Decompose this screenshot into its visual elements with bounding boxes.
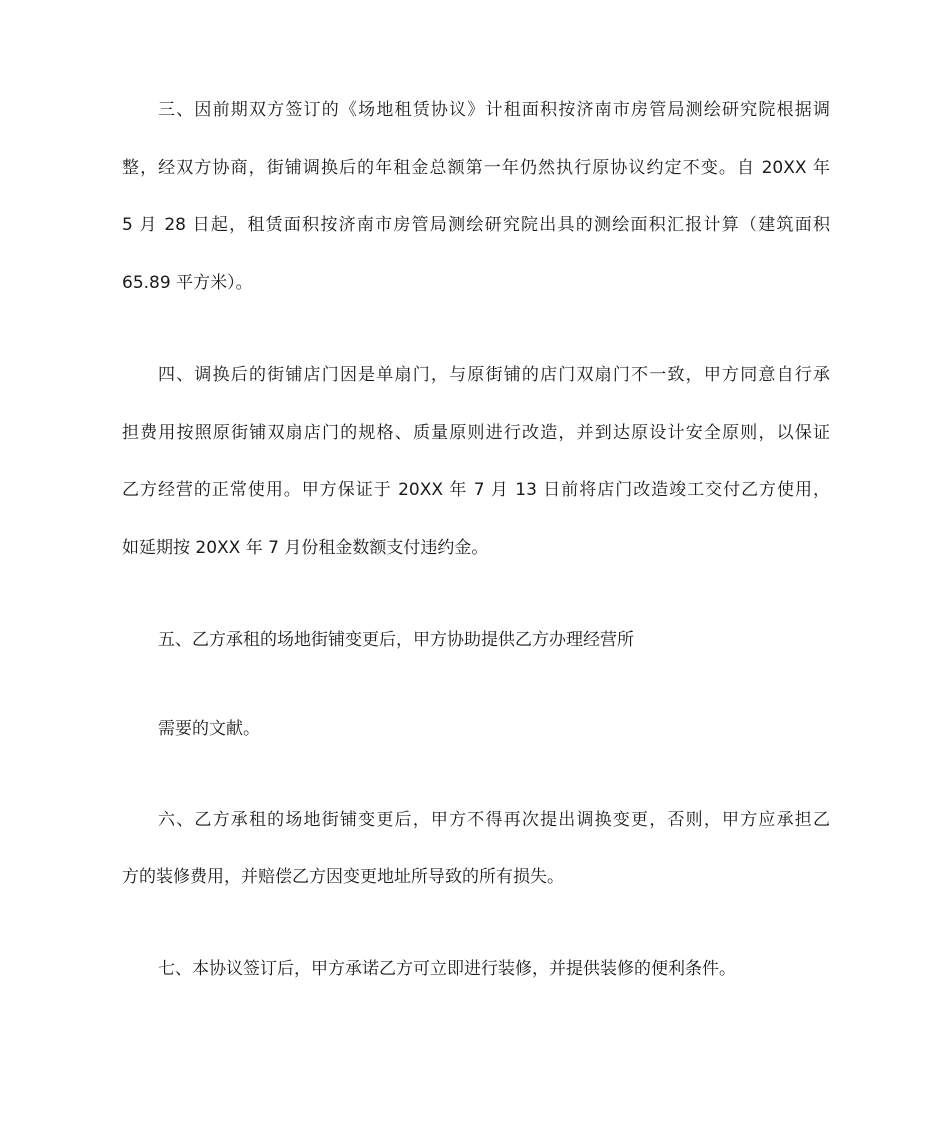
clause-5-line-1: 五、乙方承租的场地街铺变更后，甲方协助提供乙方办理经营所 bbox=[158, 630, 634, 650]
clause-3-line-4: 65.89 平方米）。 bbox=[122, 273, 253, 293]
clause-7-line-1: 七、本协议签订后，甲方承诺乙方可立即进行装修，并提供装修的便利条件。 bbox=[158, 959, 736, 979]
clause-5-line-2: 需要的文献。 bbox=[158, 719, 260, 739]
clause-4-line-3: 乙方经营的正常使用。甲方保证于 20XX 年 7 月 13 日前将店门改造竣工交付乙方使用， bbox=[122, 480, 830, 500]
clause-6-line-1: 六、乙方承租的场地街铺变更后，甲方不得再次提出调换变更，否则，甲方应承担乙 bbox=[158, 810, 830, 830]
clause-4-line-2: 担费用按照原街铺双扇店门的规格、质量原则进行改造，并到达原设计安全原则，以保证 bbox=[122, 423, 830, 443]
clause-6-line-2: 方的装修费用，并赔偿乙方因变更地址所导致的所有损失。 bbox=[122, 867, 564, 887]
clause-3-line-3: 5 月 28 日起，租赁面积按济南市房管局测绘研究院出具的测绘面积汇报计算（建筑面积 bbox=[122, 215, 830, 235]
clause-4-line-4: 如延期按 20XX 年 7 月份租金数额支付违约金。 bbox=[122, 538, 489, 558]
clause-3-line-2: 整，经双方协商，街铺调换后的年租金总额第一年仍然执行原协议约定不变。自 20XX 年 bbox=[122, 158, 830, 178]
clause-3-line-1: 三、因前期双方签订的《场地租赁协议》计租面积按济南市房管局测绘研究院根据调 bbox=[158, 100, 830, 120]
clause-4-line-1: 四、调换后的街铺店门因是单扇门，与原街铺的店门双扇门不一致，甲方同意自行承 bbox=[158, 365, 830, 385]
